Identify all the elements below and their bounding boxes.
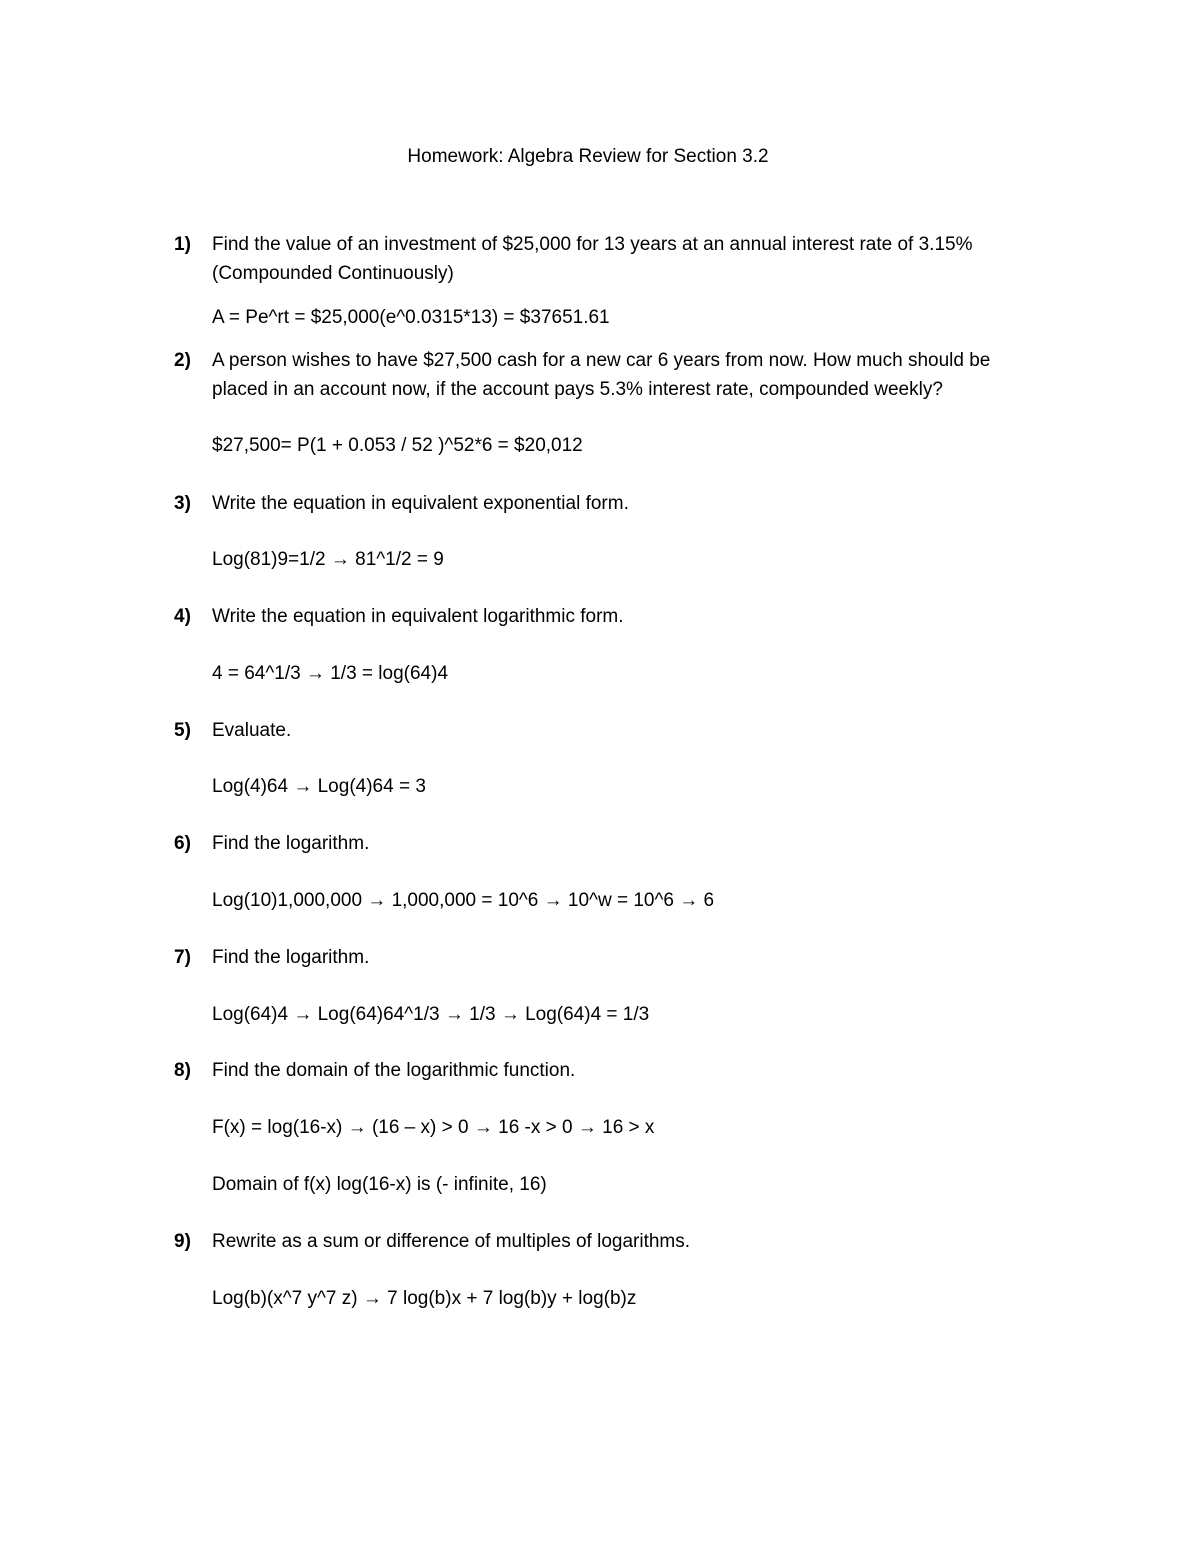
question-1-answer: A = Pe^rt = $25,000(e^0.0315*13) = $37651.61 — [212, 307, 610, 328]
question-5-text: Evaluate. — [212, 720, 292, 741]
question-1-number: 1) — [174, 234, 191, 255]
question-4-text: Write the equation in equivalent logarithmic form. — [212, 606, 624, 627]
question-9-answer: Log(b)(x^7 y^7 z) → 7 log(b)x + 7 log(b)y + log(b)z — [212, 1288, 637, 1309]
question-9-text: Rewrite as a sum or difference of multiples of logarithms. — [212, 1231, 691, 1252]
question-2-answer: $27,500= P(1 + 0.053 / 52 )^52*6 = $20,012 — [212, 435, 583, 456]
question-2-text-line1: A person wishes to have $27,500 cash for a new car 6 years from now. How much should be — [212, 350, 991, 371]
question-1-text-line2: (Compounded Continuously) — [212, 263, 454, 284]
question-4-number: 4) — [174, 606, 191, 627]
page-title: Homework: Algebra Review for Section 3.2 — [407, 146, 769, 167]
question-6-text: Find the logarithm. — [212, 833, 370, 854]
question-4-answer: 4 = 64^1/3 → 1/3 = log(64)4 — [212, 663, 449, 684]
question-2-number: 2) — [174, 350, 191, 371]
question-8-number: 8) — [174, 1060, 191, 1081]
question-6-answer: Log(10)1,000,000 → 1,000,000 = 10^6 → 10^w = 10^6 → 6 — [212, 890, 715, 911]
question-8-answer: F(x) = log(16-x) → (16 – x) > 0 → 16 -x > 0 → 16 > x — [212, 1117, 655, 1138]
question-3-text: Write the equation in equivalent exponential form. — [212, 493, 629, 514]
question-2-text-line2: placed in an account now, if the account pays 5.3% interest rate, compounded weekly? — [212, 379, 943, 400]
question-3-number: 3) — [174, 493, 191, 514]
question-9-number: 9) — [174, 1231, 191, 1252]
question-5-answer: Log(4)64 → Log(4)64 = 3 — [212, 776, 426, 797]
question-6-number: 6) — [174, 833, 191, 854]
question-7-number: 7) — [174, 947, 191, 968]
question-8-text: Find the domain of the logarithmic function. — [212, 1060, 576, 1081]
question-5-number: 5) — [174, 720, 191, 741]
question-3-answer: Log(81)9=1/2 → 81^1/2 = 9 — [212, 549, 444, 570]
question-7-text: Find the logarithm. — [212, 947, 370, 968]
question-7-answer: Log(64)4 → Log(64)64^1/3 → 1/3 → Log(64)4 = 1/3 — [212, 1004, 650, 1025]
question-8-domain-answer: Domain of f(x) log(16-x) is (- infinite, 16) — [212, 1174, 547, 1195]
question-1-text-line1: Find the value of an investment of $25,000 for 13 years at an annual interest rate of 3.15% — [212, 234, 973, 255]
